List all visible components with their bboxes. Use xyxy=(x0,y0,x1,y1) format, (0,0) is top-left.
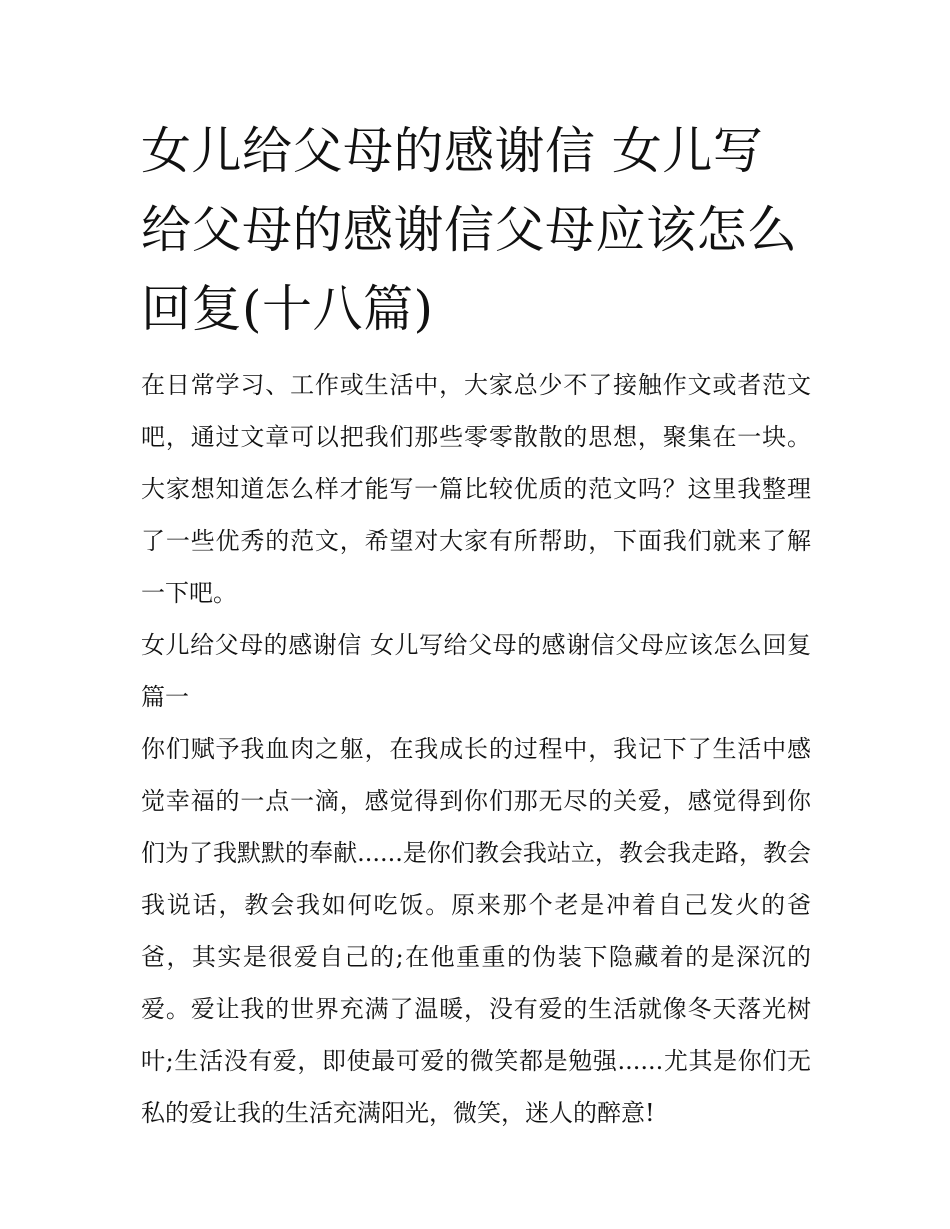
intro-paragraph: 在日常学习、工作或生活中，大家总少不了接触作文或者范文吧，通过文章可以把我们那些零零散散的思想，聚集在一块。大家想知道怎么样才能写一篇比较优质的范文吗？这里我整理了一些优秀的范文，希望对大家有所帮助，下面我们就来了解一下吧。 xyxy=(141,371,811,607)
document-title: 女儿给父母的感谢信 女儿写给父母的感谢信父母应该怎么回复(十八篇) xyxy=(141,122,798,338)
body-paragraph: 你们赋予我血肉之躯，在我成长的过程中，我记下了生活中感觉幸福的一点一滴，感觉得到你们那无尽的关爱，感觉得到你们为了我默默的奉献......是你们教会我站立，教会我走路，教会我说话，教会我如何吃饭。原来那个老是冲着自己发火的爸爸，其实是很爱自己的;在他重重的伪装下隐藏着的是深沉的爱。爱让我的世界充满了温暖，没有爱的生活就像冬天落光树叶;生活没有爱，即使最可爱的微笑都是勉强......尤其是你们无私的爱让我的生活充满阳光，微笑，迷人的醉意! xyxy=(141,735,811,1127)
section-heading: 女儿给父母的感谢信 女儿写给父母的感谢信父母应该怎么回复篇一 xyxy=(141,631,811,711)
document-page xyxy=(141,112,813,1139)
